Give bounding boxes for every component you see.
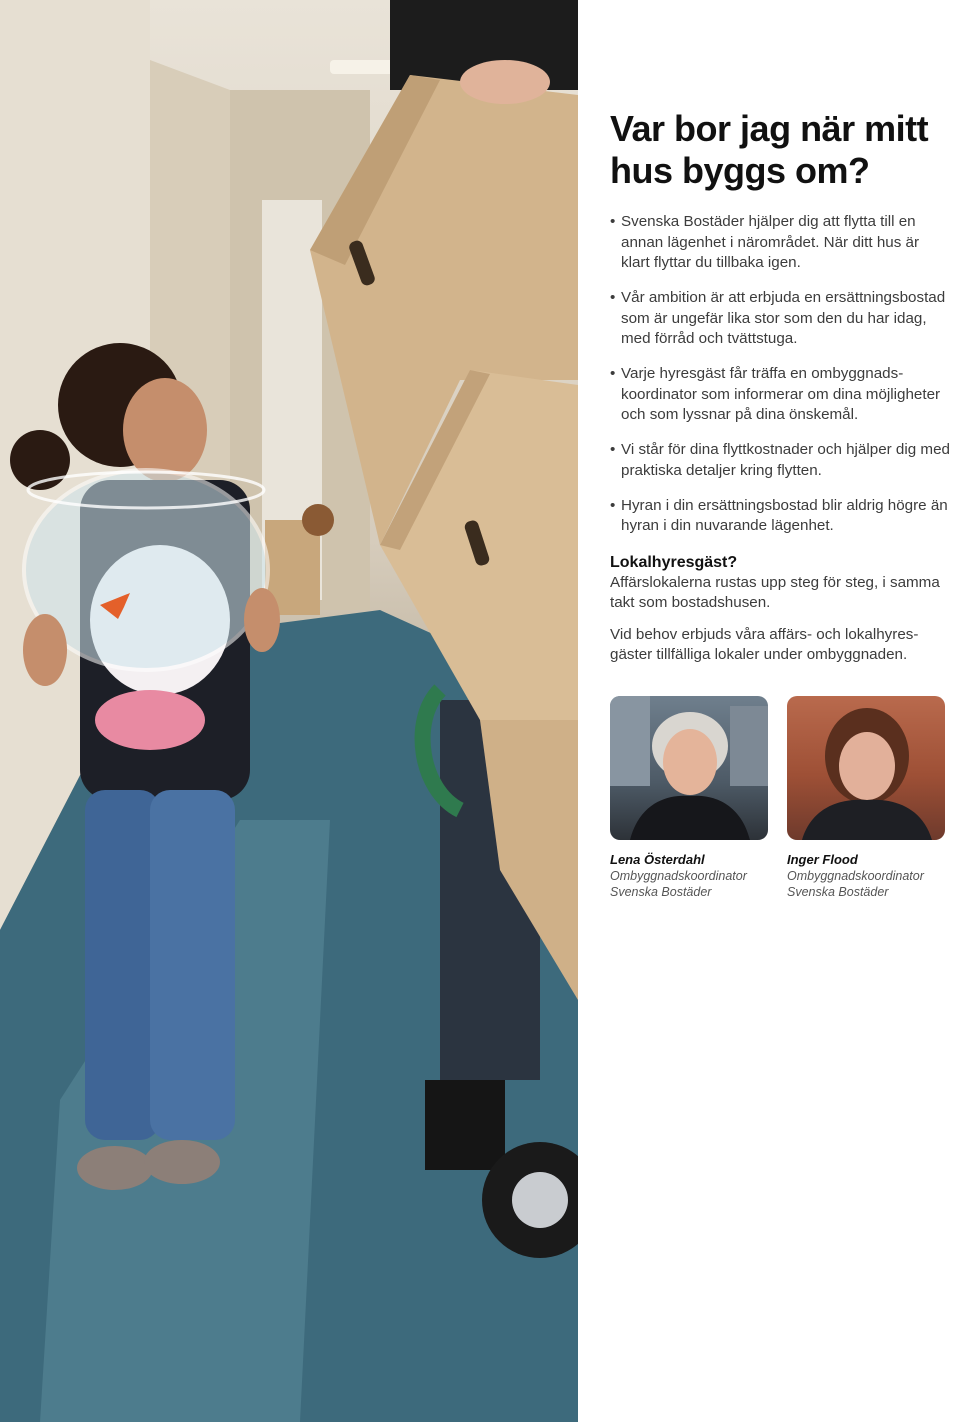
contact-organization: Svenska Bostäder bbox=[787, 885, 889, 899]
section-subheading: Lokalhyresgäst? bbox=[610, 553, 738, 571]
contact-role: Ombyggnadskoordinator bbox=[610, 869, 747, 883]
bullet-dot: • bbox=[610, 213, 616, 230]
section-paragraph: Vid behov erbjuds våra affärs- och lokalhyresgäster tillfälliga lokaler under ombyggnaden. bbox=[610, 625, 919, 663]
bullet-text: Varje hyresgäst får träffa en ombyggnadskoordinator som informerar om dina möjligheter och som lyssnar på dina önskemål. bbox=[621, 365, 941, 423]
bullet-dot: • bbox=[610, 496, 616, 514]
bullet-dot: • bbox=[610, 289, 616, 306]
article-content bbox=[610, 108, 950, 677]
contact-name: Inger Flood bbox=[787, 852, 858, 867]
bullet-text: Vår ambition är att erbjuda en ersättningsbostad som är ungefär lika stor som den du har idag, med förråd och tvättstuga. bbox=[621, 289, 946, 347]
section-paragraph: Affärslokalerna rustas upp steg för steg, i samma takt som bostadshusen. bbox=[610, 573, 940, 611]
bullet-item bbox=[610, 288, 950, 350]
bullet-text: Hyran i din ersättningsbostad blir aldrig högre än hyran i din nuvarande lägenhet. bbox=[621, 496, 948, 534]
contact-organization: Svenska Bostäder bbox=[610, 885, 712, 899]
portrait-illustration bbox=[610, 696, 768, 840]
contact-role: Ombyggnadskoordinator bbox=[787, 869, 924, 883]
bullet-text: Vi står för dina flyttkostnader och hjälper dig med praktiska detaljer kring flytten. bbox=[621, 441, 950, 479]
bullet-item bbox=[610, 212, 950, 274]
page-title: Var bor jag när mitt hus byggs om? bbox=[610, 108, 929, 191]
contact-card bbox=[610, 696, 768, 900]
portrait-illustration bbox=[787, 696, 945, 840]
bullet-text: Svenska Bostäder hjälper dig att flytta till en annan lägenhet i närområdet. När ditt hus är klart flyttar du tillbaka igen. bbox=[621, 213, 920, 271]
contact-name: Lena Österdahl bbox=[610, 852, 705, 867]
contact-portrait bbox=[610, 696, 768, 840]
bullet-item bbox=[610, 496, 950, 537]
bullet-item bbox=[610, 364, 950, 426]
info-bullet-list bbox=[610, 212, 950, 537]
contact-cards bbox=[610, 696, 950, 906]
bullet-dot: • bbox=[610, 441, 616, 458]
contact-portrait bbox=[787, 696, 945, 840]
bullet-item bbox=[610, 440, 950, 481]
bullet-dot: • bbox=[610, 365, 616, 382]
contact-card bbox=[787, 696, 945, 900]
